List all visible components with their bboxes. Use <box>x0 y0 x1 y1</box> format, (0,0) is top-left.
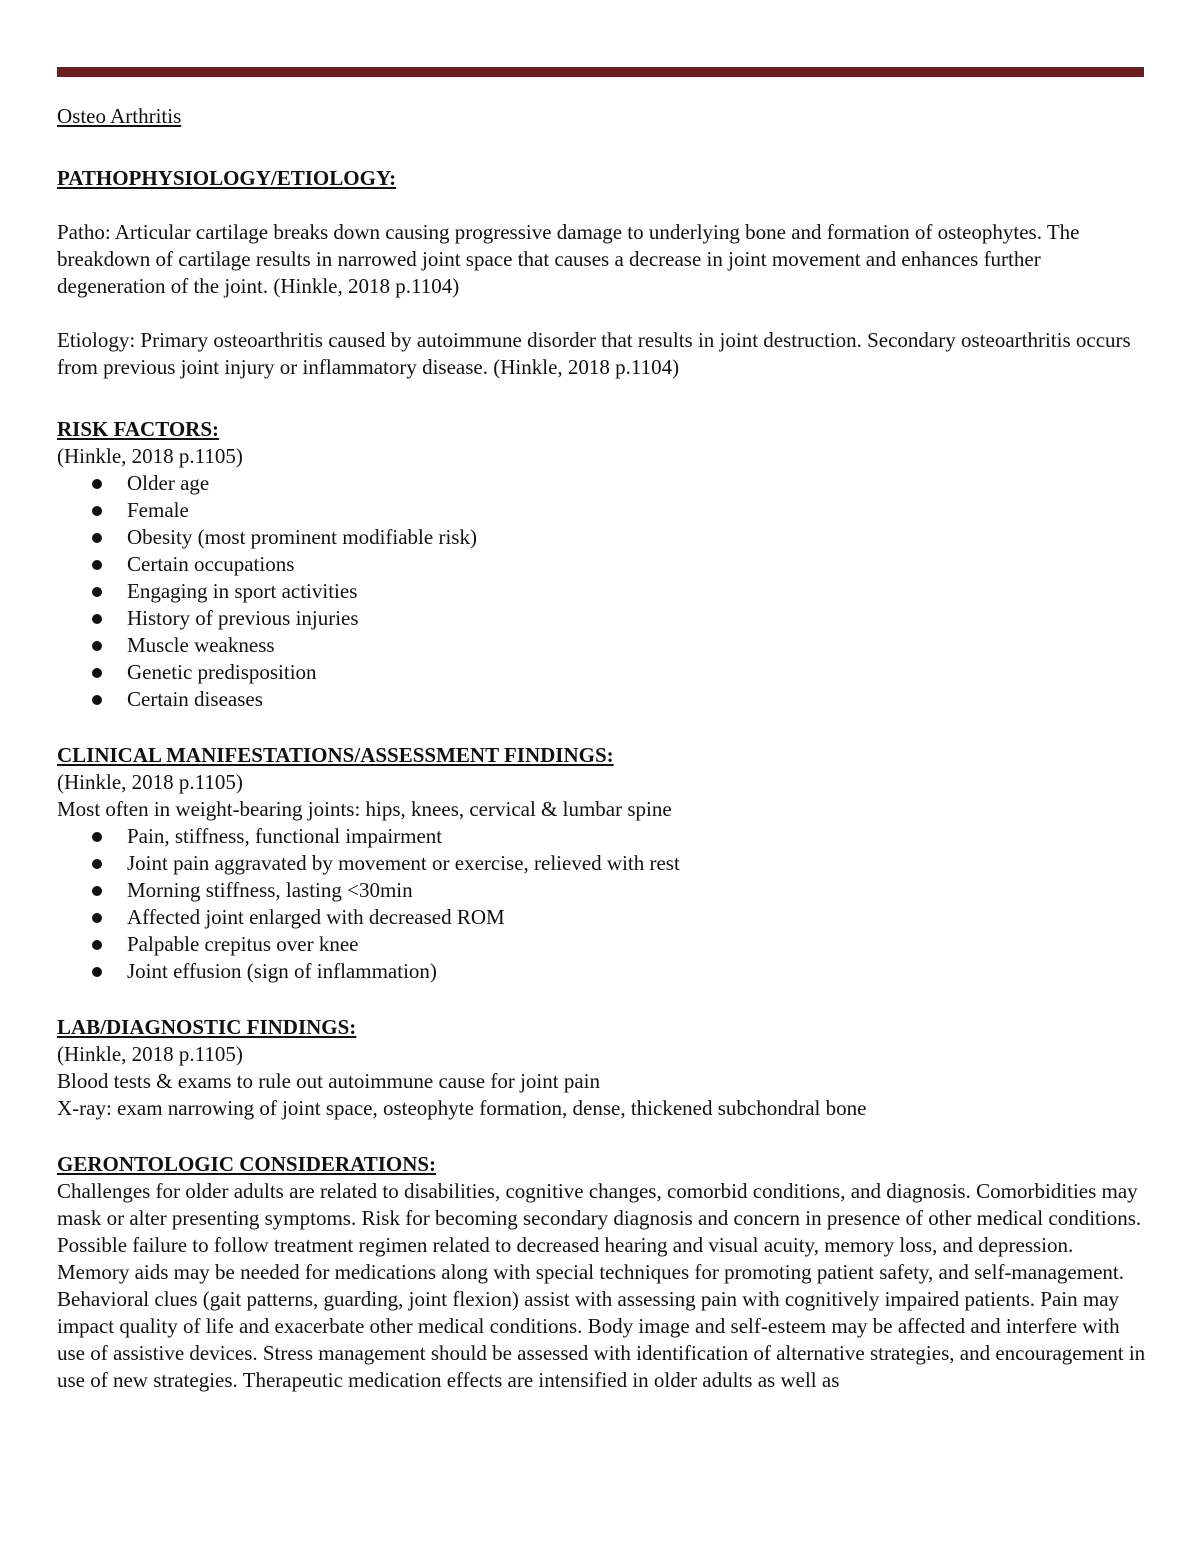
document-body <box>57 103 1147 1394</box>
clinical-citation: (Hinkle, 2018 p.1105) <box>57 770 243 794</box>
list-item: Pain, stiffness, functional impairment <box>57 823 1147 850</box>
list-item: Morning stiffness, lasting <30min <box>57 877 1147 904</box>
list-item: Engaging in sport activities <box>57 578 1147 605</box>
list-item: Certain diseases <box>57 686 1147 713</box>
lab-citation: (Hinkle, 2018 p.1105) <box>57 1042 243 1066</box>
clinical-heading: CLINICAL MANIFESTATIONS/ASSESSMENT FINDINGS: <box>57 743 614 767</box>
risk-factors-list <box>57 470 1147 713</box>
gerontologic-paragraph: Challenges for older adults are related to disabilities, cognitive changes, comorbid conditions, and diagnosis. Comorbidities may mask or alter presenting symptoms. Risk for becoming secondary diagnosis and concern in presence of other medical conditions. Possible failure to follow treatment regimen related to decreased hearing and visual acuity, memory loss, and depression. Memory aids may be needed for medications along with special techniques for promoting patient safety, and self-management. Behavioral clues (gait patterns, guarding, joint flexion) assist with assessing pain with cognitively impaired patients. Pain may impact quality of life and exacerbate other medical conditions. Body image and self-esteem may be affected and interfere with use of assistive devices. Stress management should be assessed with identification of alternative strategies, and encouragement in use of new strategies. Therapeutic medication effects are intensified in older adults as well as <box>57 1179 1146 1392</box>
list-item: Older age <box>57 470 1147 497</box>
list-item: Genetic predisposition <box>57 659 1147 686</box>
list-item: Palpable crepitus over knee <box>57 931 1147 958</box>
clinical-list <box>57 823 1147 985</box>
list-item: Female <box>57 497 1147 524</box>
list-item: Joint effusion (sign of inflammation) <box>57 958 1147 985</box>
clinical-intro: Most often in weight-bearing joints: hips, knees, cervical & lumbar spine <box>57 797 672 821</box>
gerontologic-heading: GERONTOLOGIC CONSIDERATIONS: <box>57 1152 437 1176</box>
document-title: Osteo Arthritis <box>57 104 182 128</box>
list-item: Affected joint enlarged with decreased ROM <box>57 904 1147 931</box>
lab-heading: LAB/DIAGNOSTIC FINDINGS: <box>57 1015 357 1039</box>
list-item: Certain occupations <box>57 551 1147 578</box>
etiology-paragraph: Etiology: Primary osteoarthritis caused by autoimmune disorder that results in joint destruction. Secondary osteoarthritis occurs from previous joint injury or inflammatory disease. (Hinkle, 2018 p.1104) <box>57 328 1131 379</box>
risk-factors-heading: RISK FACTORS: <box>57 417 220 441</box>
lab-line-2: X-ray: exam narrowing of joint space, osteophyte formation, dense, thickened subchondral bone <box>57 1096 867 1120</box>
list-item: History of previous injuries <box>57 605 1147 632</box>
list-item: Obesity (most prominent modifiable risk) <box>57 524 1147 551</box>
lab-line-1: Blood tests & exams to rule out autoimmune cause for joint pain <box>57 1069 600 1093</box>
header-rule <box>57 67 1144 77</box>
risk-factors-citation: (Hinkle, 2018 p.1105) <box>57 444 243 468</box>
patho-paragraph: Patho: Articular cartilage breaks down causing progressive damage to underlying bone and formation of osteophytes. The breakdown of cartilage results in narrowed joint space that causes a decrease in joint movement and enhances further degeneration of the joint. (Hinkle, 2018 p.1104) <box>57 220 1080 298</box>
pathophysiology-heading: PATHOPHYSIOLOGY/ETIOLOGY: <box>57 166 397 190</box>
list-item: Joint pain aggravated by movement or exercise, relieved with rest <box>57 850 1147 877</box>
list-item: Muscle weakness <box>57 632 1147 659</box>
